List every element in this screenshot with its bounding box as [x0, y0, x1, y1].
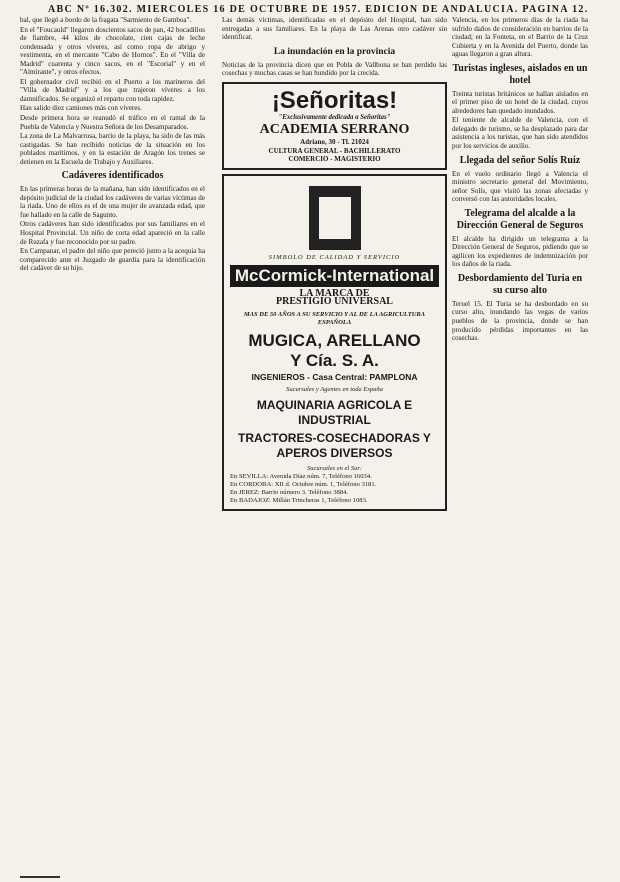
product-line: TRACTORES-COSECHADORAS Y APEROS DIVERSOS	[238, 430, 431, 460]
academy-courses: CULTURA GENERAL - BACHILLERATO	[268, 146, 401, 155]
paragraph: Teruel 15. El Turia se ha desbordado en su curso alto, inundando las vegas de varios pueblos de la provincia, donde se han producido pérdidas importantes en las cosechas.	[452, 299, 588, 343]
paragraph: El teniente de alcalde de Valencia, con el delegado de turismo, se ha desplazado para dar asistencia a los turistas, que han sido atendidos por los servicios de auxilio.	[452, 116, 588, 151]
branches-heading: Sucursales en el Sur:	[306, 464, 363, 472]
paragraph: El alcalde ha dirigido un telegrama a la Dirección General de Seguros, pidiendo que se agilicen los expedientes de indemnización por los daños de la riada.	[452, 234, 588, 269]
brand-mark: LA MARCA DE	[299, 287, 370, 299]
branch-address: En BADAJOZ: Millán Trincheras 1, Teléfono 1083.	[230, 497, 368, 505]
column-left	[20, 16, 205, 274]
article-heading: Desbordamiento del Turia en su curso alto	[457, 272, 583, 296]
paragraph: Valencia, en los primeros días de la riada ha sufrido daños de consideración en barrios de la ciudad; en la Fonteta, en el Barrio de la Cruz Cubierta y en la Avenida del Puerto, donde las aguas llegaron a gran altura.	[452, 16, 588, 59]
article-heading: Turistas ingleses, aislados en un hotel	[452, 62, 588, 86]
international-logo-icon	[309, 186, 361, 250]
paragraph: En las primeras horas de la mañana, han sido identificados en el depósito judicial de la ciudad los cadáveres de varias víctimas de la riada. Uno de ellos es el de una mujer de avanzada edad, que fue hallado en la calle de Sagunto.	[20, 185, 205, 219]
article-heading: La inundación en la provincia	[273, 46, 396, 57]
ad-years: MAS DE 50 AÑOS A SU SERVICIO Y AL DE LA AGRICULTURA ESPAÑOLA	[243, 311, 426, 327]
product-line: MAQUINARIA AGRICOLA E INDUSTRIAL	[256, 397, 413, 427]
paragraph: En el vuelo ordinario llegó a Valencia el ministro secretario general del Movimiento, señor Solís, que visitó las zonas afectadas y conversó con las autoridades locales.	[452, 169, 588, 204]
ad-tagline: "Exclusivamente dedicada a Señoritas"	[278, 113, 391, 121]
paragraph: Las demás víctimas, identificadas en el depósito del Hospital, han sido entregadas a sus familiares. En la playa de Las Arenas otro cadáver sin identificar.	[222, 16, 447, 42]
company-office: INGENIEROS - Casa Central: PAMPLONA	[251, 372, 418, 383]
branch-address: En CORDOBA: XII d. Octubre núm. 1, Teléfono 3181.	[230, 480, 377, 488]
article-heading: Llegada del señor Solís Ruiz	[459, 154, 581, 166]
brand-name: McCormick-International	[230, 265, 439, 287]
ad-agents: Sucursales y Agentes en toda España	[286, 385, 383, 393]
page-header: ABC Nº 16.302. MIERCOLES 16 DE OCTUBRE DE 1957. EDICION DE ANDALUCIA. PAGINA 12.	[48, 4, 589, 15]
column-center	[222, 16, 447, 511]
company-name: Y Cía. S. A.	[290, 351, 379, 371]
branch-address: En JEREZ: Barrio número 3. Teléfono 3884.	[230, 488, 349, 496]
branch-address: En SEVILLA: Avenida Díaz núm. 7, Teléfono 16034.	[230, 472, 372, 480]
ad-symbol: SIMBOLO DE CALIDAD Y SERVICIO	[268, 253, 401, 261]
paragraph: Otros cadáveres han sido identificados por sus familiares en el Hospital Provincial. Un niño de corta edad apareció en la calle de Ruzafa y fue reconocido por su padre.	[20, 220, 205, 246]
paragraph: El gobernador civil recibió en el Puerto a los marineros del "Villa de Madrid" y a los que trajeron víveres a los damnificados. Se organizó el reparto con toda rapidez.	[20, 77, 205, 103]
paragraph: Desde primera hora se reanudó el tráfico en el ramal de la Puebla de Valencia y Nuestra Señora de los Desamparados.	[20, 114, 205, 131]
article-heading: Cadáveres identificados	[61, 170, 164, 182]
paragraph: En Campanar, el padre del niño que pereció junto a la acequia ha comparecido ante el Juzgado de guardia para la identificación del cadáver de su hijo.	[20, 247, 205, 273]
article-heading: Telegrama del alcalde a la Dirección General de Seguros	[456, 207, 584, 231]
column-right	[452, 16, 588, 344]
paragraph: La zona de La Malvarrosa, barrio de la playa, ha sido de las más castigadas. Se han recibido noticias de la situación en los poblados marítimos, y en la estación de Aragón los trenes se detienen en la Escuela de Trabajo y Auxiliares.	[20, 132, 205, 166]
paragraph: Noticias de la provincia dicen que en Pobla de Vallbona se han perdido las cosechas y muchas casas se han hundido por la crecida.	[222, 60, 447, 78]
ad-title: ¡Señoritas!	[271, 86, 398, 114]
company-name: MUGICA, ARELLANO	[248, 331, 421, 351]
footer-rule	[20, 876, 60, 878]
paragraph: Han salido diez camiones más con víveres.	[20, 104, 142, 113]
academy-name: ACADEMIA SERRANO	[259, 122, 410, 138]
academy-address: Adriano, 30 - Tl. 21024	[300, 138, 369, 147]
paragraph: bal, que llegó a bordo de la fragata "Sarmiento de Gamboa".	[20, 16, 192, 24]
academy-courses: COMERCIO - MAGISTERIO	[288, 155, 381, 164]
paragraph: En el "Foucauld" llegaron doscientos sacos de pan, 42 bocadillos de fiambre, 44 kilos de chocolate, cien cajas de leche condensada y otros víveres, así como ropa de abrigo y vestimenta, en el mercante "Cabo de Hornos". En el "Villa de Madrid" cuarenta y cinco sacos, en el "Escorial" y en el "Almirante", y otros efectos.	[20, 25, 205, 77]
brand-mark: PRESTIGIO UNIVERSAL	[276, 296, 393, 308]
academy-advertisement	[222, 82, 447, 170]
paragraph: Treinta turistas británicos se hallan aislados en el primer piso de un hotel de la ciudad, cuyos alrededores han quedado inundados.	[452, 89, 588, 115]
mccormick-advertisement	[222, 174, 447, 511]
